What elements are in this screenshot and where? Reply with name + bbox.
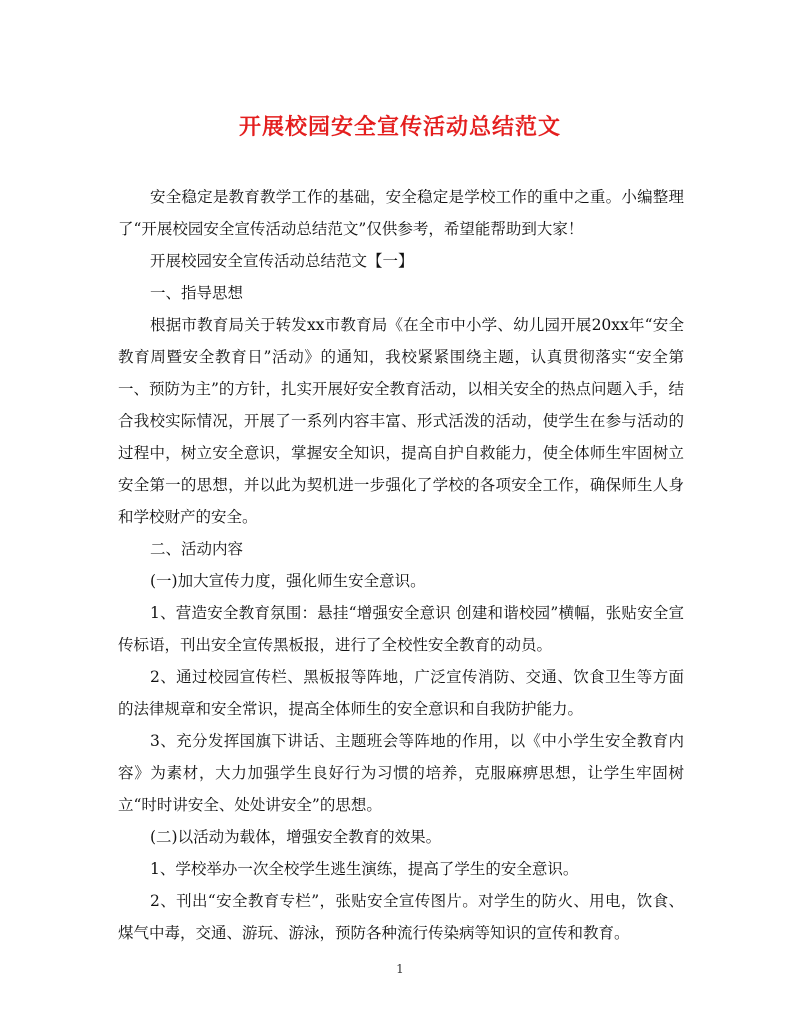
- intro-paragraph: 安全稳定是教育教学工作的基础，安全稳定是学校工作的重中之重。小编整理了“开展校园安全宣传活动总结范文”仅供参考，希望能帮助到大家！: [118, 188, 684, 238]
- document-title: 开展校园安全宣传活动总结范文: [238, 114, 561, 140]
- list-item: 1、营造安全教育氛围：悬挂“增强安全意识 创建和谐校园”横幅，张贴安全宣传标语，刊出安全宣传黑板报，进行了全校性安全教育的动员。: [118, 604, 684, 654]
- list-item: 1、学校举办一次全校学生逃生演练，提高了学生的安全意识。: [150, 860, 579, 878]
- heading-activity-content: 二、活动内容: [150, 540, 244, 558]
- body-paragraph: 根据市教育局关于转发xx市教育局《在全市中小学、幼儿园开展20xx年“安全教育周暨安全教育日”活动》的通知，我校紧紧围绕主题，认真贯彻落实“安全第一、预防为主”的方针，扎实开展好安全教育活动，以相关安全的热点问题入手，结合我校实际情况，开展了一系列内容丰富、形式活泼的活动，使学生在参与活动的过程中，树立安全意识，掌握安全知识，提高自护自救能力，使全体师生牢固树立安全第一的思想，并以此为契机进一步强化了学校的各项安全工作，确保师生人身和学校财产的安全。: [118, 316, 684, 526]
- list-item: 2、通过校园宣传栏、黑板报等阵地，广泛宣传消防、交通、饮食卫生等方面的法律规章和安全常识，提高全体师生的安全意识和自我防护能力。: [118, 668, 684, 718]
- subheading-activities: (二)以活动为载体，增强安全教育的效果。: [150, 828, 442, 846]
- list-item: 3、充分发挥国旗下讲话、主题班会等阵地的作用，以《中小学生安全教育内容》为素材，大力加强学生良好行为习惯的培养，克服麻痹思想，让学生牢固树立“时时讲安全、处处讲安全”的思想。: [118, 732, 684, 814]
- list-item: 2、刊出“安全教育专栏”，张贴安全宣传图片。对学生的防火、用电，饮食、煤气中毒，交通、游玩、游泳，预防各种流行传染病等知识的宣传和教育。: [118, 892, 684, 942]
- section-subtitle: 开展校园安全宣传活动总结范文【一】: [150, 252, 414, 270]
- heading-guiding-ideology: 一、指导思想: [150, 284, 244, 302]
- subheading-publicity: (一)加大宣传力度，强化师生安全意识。: [150, 572, 426, 590]
- page-number: 1: [396, 962, 404, 976]
- document-body: [118, 181, 684, 949]
